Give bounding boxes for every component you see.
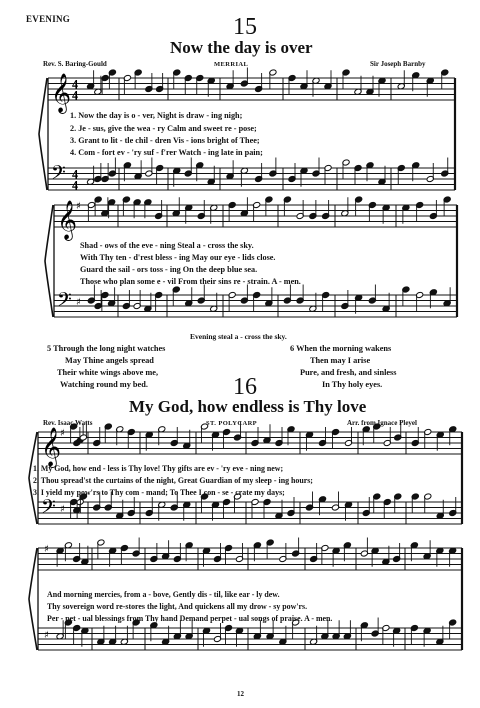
lyric-line: 1. Now the day is o - ver, Night is draw - ing nigh; (70, 111, 243, 120)
treble-clef: 𝄞 (41, 427, 62, 467)
treble-clef: 𝄞 (51, 73, 72, 113)
lyric-line: With Thy ten - d'rest bless - ing May our eye - lids close. (80, 253, 276, 262)
lyric-line: 2. Je - sus, give the wea - ry Calm and sweet re - pose; (70, 124, 257, 133)
verse-5-line: Watching round my bed. (60, 380, 148, 389)
bass-clef: 𝄢 (51, 162, 66, 189)
lyric-line: 1. My God, how end - less is Thy love! Thy gifts are ev - 'ry eve - ning new; (33, 464, 284, 473)
time-signature: 4 (72, 77, 79, 92)
time-signature: 4 (72, 88, 79, 103)
system-brace (29, 548, 37, 650)
key-signature-sharp: ♯ (76, 297, 81, 308)
treble-clef: 𝄞 (57, 200, 78, 240)
words-credit: Rev. S. Baring-Gould (43, 60, 107, 68)
system-brace (39, 78, 47, 190)
echo-line: Evening steal a - cross the sky. (190, 332, 287, 341)
lyric-line: And morning mercies, from a - bove, Gently dis - til, like ear - ly dew. (47, 590, 280, 599)
system-brace (45, 205, 53, 317)
verse-5-line: Their white wings above me, (57, 368, 159, 377)
verse-5-line: May Thine angels spread (65, 356, 154, 365)
time-signature: 4 (72, 178, 79, 193)
verse-5-line: 5 Through the long night watches (47, 344, 166, 353)
lyric-line: 2. Thou spread'st the curtains of the night, Great Guardian of my sleep - ing hours; (33, 476, 313, 485)
lyric-line: 4. Com - fort ev - 'ry suf - f'rer Watch - ing late in pain; (70, 148, 263, 157)
music-credit: Sir Joseph Barnby (370, 60, 426, 68)
verse-6-line: In Thy holy eyes. (322, 380, 383, 389)
hymn-title: Now the day is over (170, 38, 313, 57)
tune-name: MERRIAL (214, 61, 249, 68)
lyric-line: Those who plan some e - vil From their sins re - strain. A - men. (80, 277, 301, 286)
bass-clef: 𝄢 (41, 496, 56, 523)
bass-clef: 𝄢 (57, 289, 72, 316)
music-credit: Arr. from Ignace Pleyel (347, 419, 417, 427)
verse-6-line: Pure, and fresh, and sinless (300, 368, 397, 377)
lyric-line: Guard the sail - ors toss - ing On the deep blue sea. (80, 265, 258, 274)
key-signature-sharp: ♯ (44, 544, 49, 555)
running-head: EVENING (26, 14, 71, 24)
key-signature-sharp: ♯ (76, 201, 81, 212)
lyric-line: Thy sovereign word re-stores the light, And quickens all my drow - sy pow'rs. (47, 602, 308, 611)
verse-6-line: 6 When the morning wakens (290, 344, 392, 353)
lyric-line: Per - pet - ual blessings from Thy hand Demand perpet - ual songs of praise. A - men. (47, 614, 333, 623)
page-number: 12 (237, 690, 244, 698)
tune-name: ST. POLYCARP (206, 420, 258, 427)
key-signature-sharp: ♯ (44, 630, 49, 641)
hymn-number: 15 (233, 14, 257, 40)
key-signature-sharp: ♯ (60, 504, 65, 515)
hymn-number: 16 (233, 374, 257, 400)
time-signature: 4 (72, 167, 79, 182)
lyric-line: 3. I yield my pow'rs to Thy com - mand; To Thee I con - se - crate my days; (33, 488, 285, 497)
key-signature-sharp: ♯ (60, 428, 65, 439)
hymn-title: My God, how endless is Thy love (129, 397, 367, 416)
words-credit: Rev. Isaac Watts (43, 419, 93, 427)
verse-6-line: Then may I arise (310, 356, 371, 365)
lyric-line: 3. Grant to lit - tle chil - dren Vis - ions bright of Thee; (70, 136, 260, 145)
lyric-line: Shad - ows of the eve - ning Steal a - cross the sky. (80, 241, 254, 250)
